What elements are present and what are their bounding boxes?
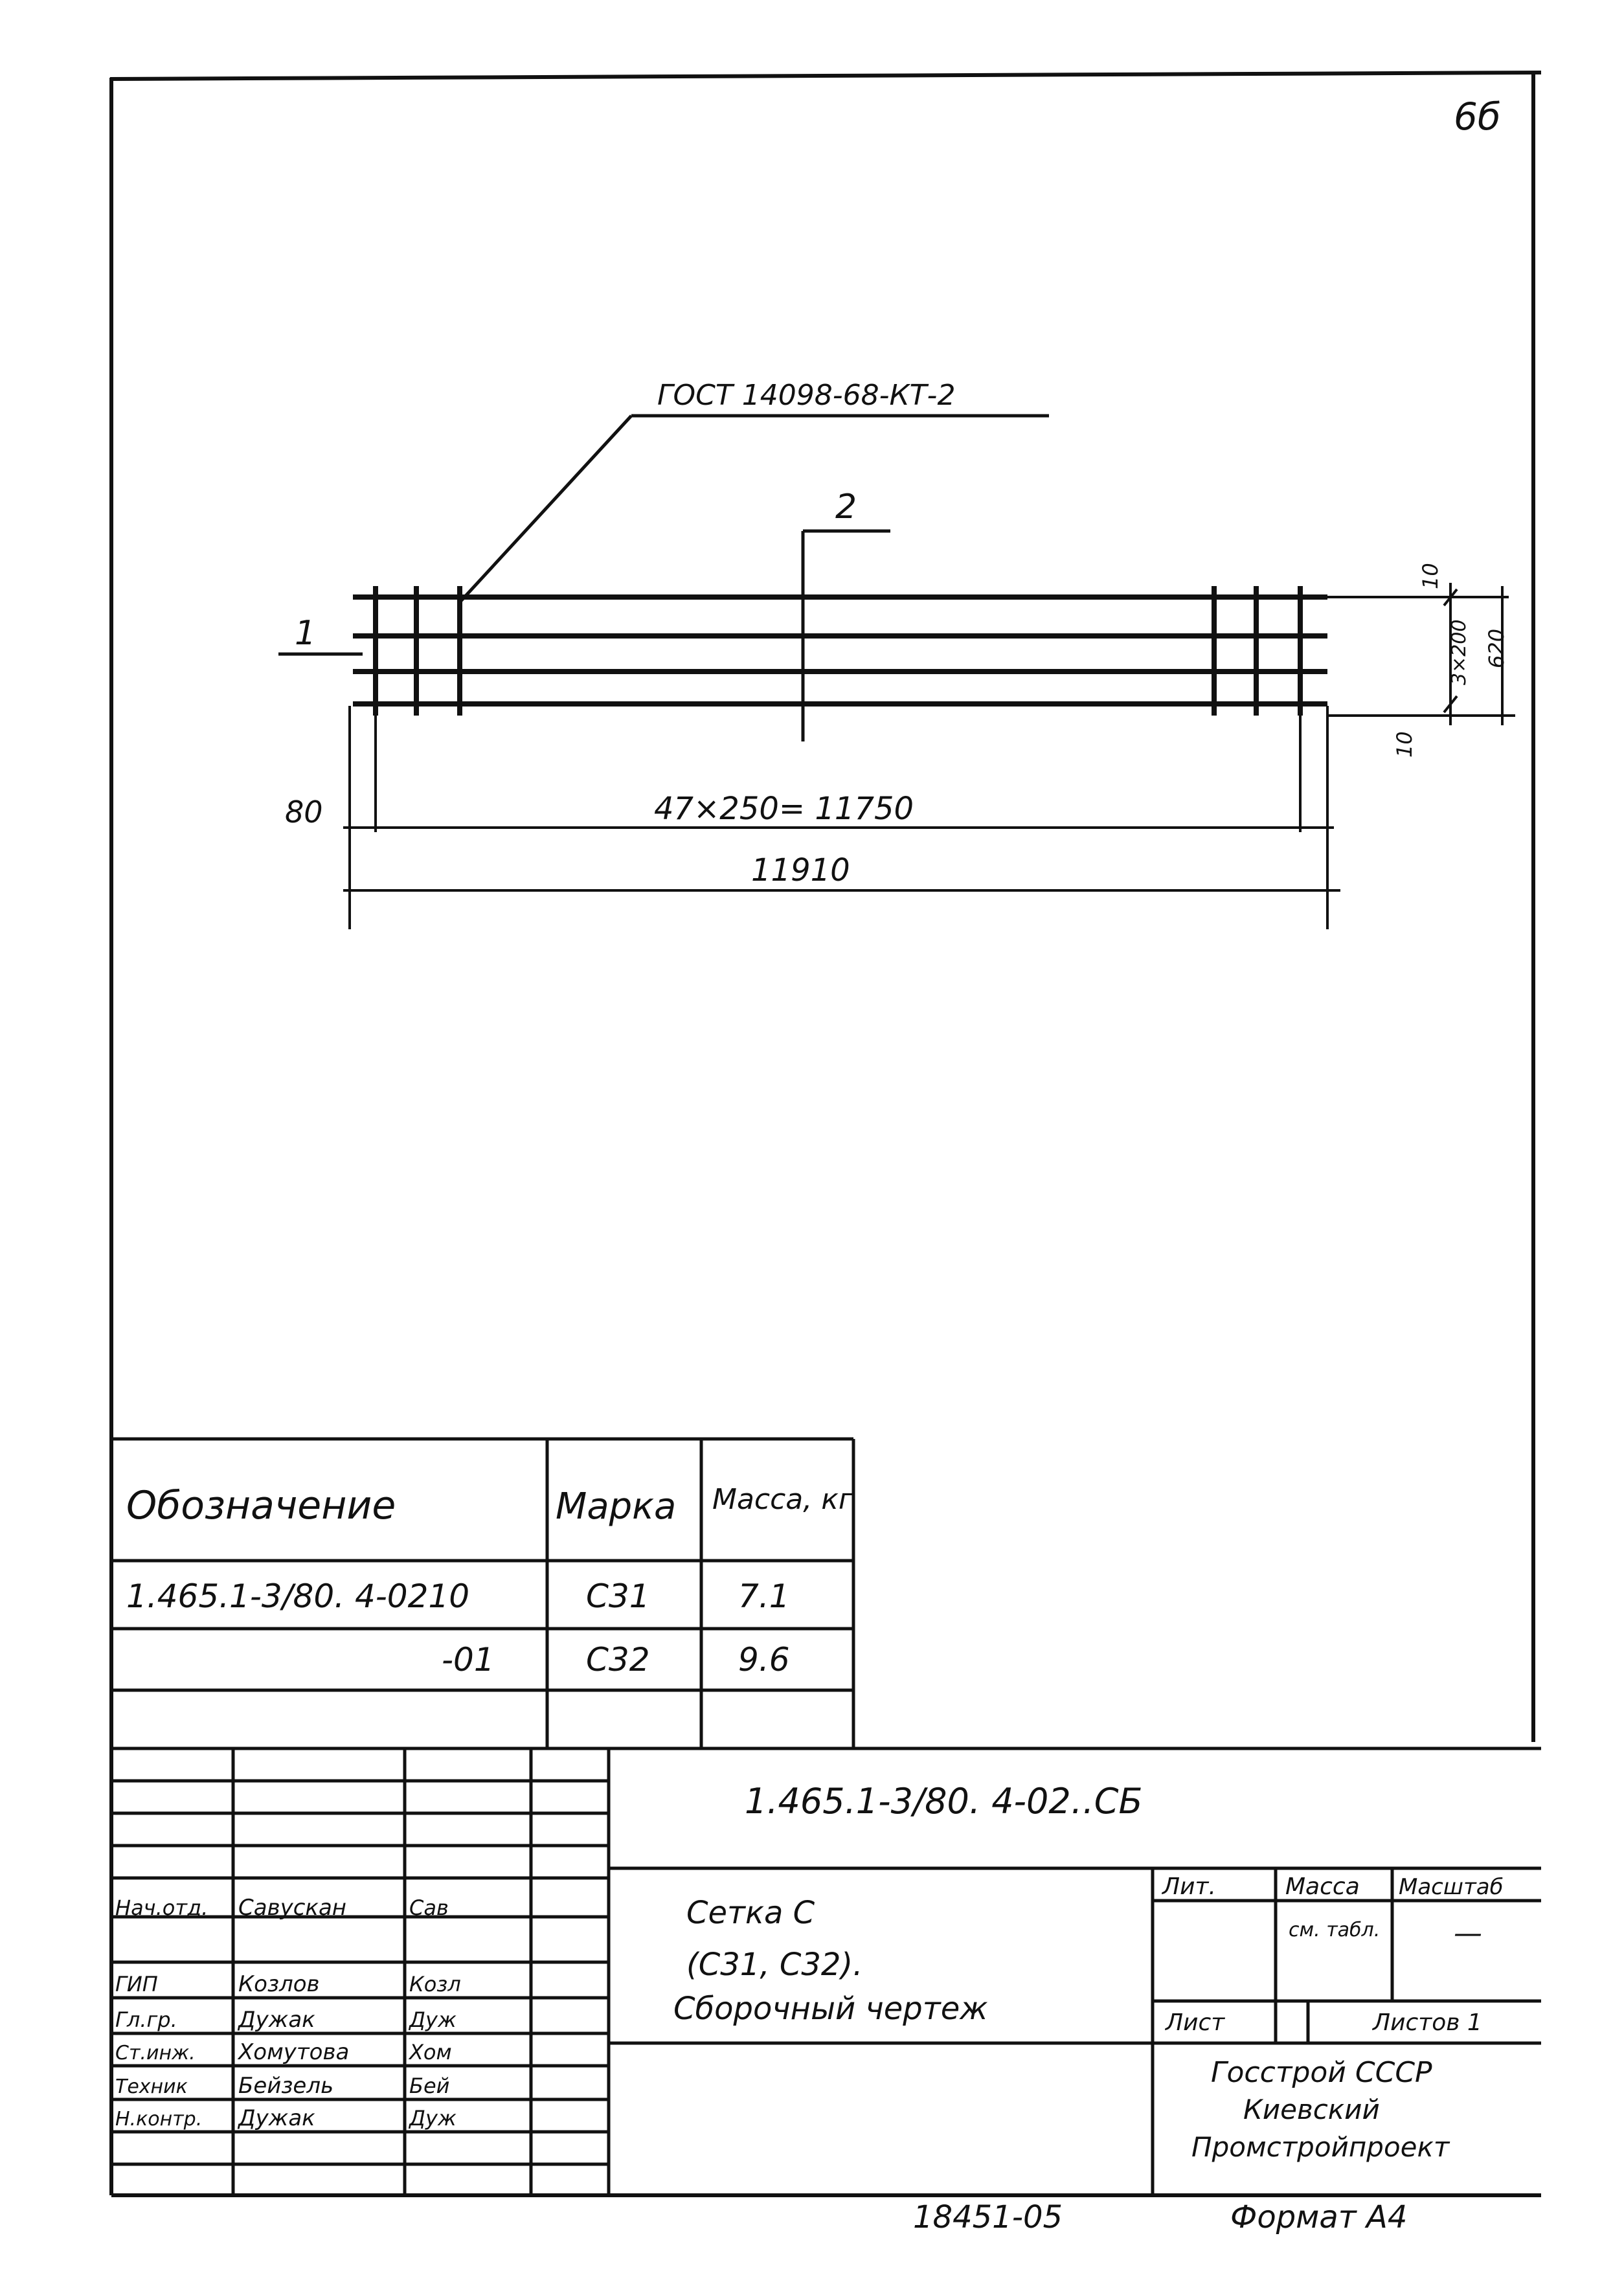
staff-name: Савускан (238, 1895, 347, 1921)
header-mark: Марка (556, 1486, 677, 1528)
position-1: 1 (295, 614, 317, 653)
mass-value: см. табл. (1289, 1919, 1381, 1941)
staff-name: Дужак (238, 2105, 315, 2131)
staff-role: Ст.инж. (115, 2042, 196, 2064)
staff-name: Бейзель (238, 2073, 334, 2099)
mesh (278, 416, 1327, 741)
staff-signature: Козл (409, 1972, 461, 1996)
dim-bottom-edge: 10 (1392, 731, 1417, 758)
format-label: Формат А4 (1230, 2199, 1408, 2235)
staff-signature: Дуж (409, 2007, 457, 2032)
row-designation: 1.465.1-3/80. 4-0210 (126, 1577, 470, 1615)
dim-spacing: 47×250= 11750 (654, 791, 914, 827)
sheet-number: 6б (1454, 95, 1501, 139)
staff-signature: Дуж (409, 2106, 457, 2131)
org-line-2: Киевский (1243, 2094, 1380, 2125)
position-2: 2 (835, 488, 857, 526)
staff-role: Гл.гр. (115, 2007, 177, 2032)
staff-role: Нач.отд. (115, 1895, 209, 1920)
staff-name: Хомутова (238, 2039, 350, 2065)
weld-note: ГОСТ 14098-68-КТ-2 (657, 379, 956, 412)
staff-role: Н.контр. (115, 2108, 203, 2131)
dim-width: 620 (1484, 628, 1509, 668)
staff-list (115, 1895, 461, 2131)
title-line-2: (С31, С32). (686, 1947, 863, 1983)
col-scale: Масштаб (1399, 1874, 1504, 1900)
org-line-1: Госстрой СССР (1211, 2056, 1432, 2089)
title-block (673, 1781, 1504, 2163)
document-code: 1.465.1-3/80. 4-02‥СБ (745, 1781, 1143, 1822)
staff-name: Козлов (238, 1971, 320, 1997)
row-mark: С32 (586, 1641, 650, 1679)
title-line-1: Сетка С (686, 1895, 815, 1931)
spec-table (126, 1483, 854, 1679)
footer (913, 2199, 1407, 2235)
staff-name: Дужак (238, 2007, 315, 2033)
dim-total-length: 11910 (751, 852, 850, 888)
row-mark: С31 (586, 1577, 650, 1615)
inventory-number: 18451-05 (913, 2199, 1063, 2235)
title-line-3: Сборочный чертеж (673, 1991, 988, 2027)
dim-top-edge: 10 (1418, 563, 1443, 589)
row-mass: 7.1 (738, 1577, 790, 1615)
dim-edge-left: 80 (285, 795, 323, 830)
col-lit: Лит. (1162, 1873, 1216, 1900)
header-designation: Обозначение (126, 1483, 396, 1528)
col-mass: Масса (1285, 1873, 1360, 1900)
staff-role: Техник (115, 2075, 188, 2098)
staff-signature: Хом (409, 2040, 452, 2064)
staff-signature: Сав (409, 1895, 449, 1920)
header-mass: Масса, кг (712, 1483, 853, 1516)
row-designation: -01 (442, 1641, 495, 1679)
scale-value: — (1454, 1917, 1482, 1950)
staff-role: ГИП (115, 1972, 158, 1996)
dim-inner-spacing: 3×200 (1448, 619, 1471, 685)
row-mass: 9.6 (738, 1641, 790, 1679)
org-line-3: Промстройпроект (1191, 2131, 1450, 2163)
sheets-label: Листов 1 (1373, 2009, 1482, 2036)
sheet-label: Лист (1166, 2009, 1225, 2036)
staff-signature: Бей (409, 2074, 450, 2098)
